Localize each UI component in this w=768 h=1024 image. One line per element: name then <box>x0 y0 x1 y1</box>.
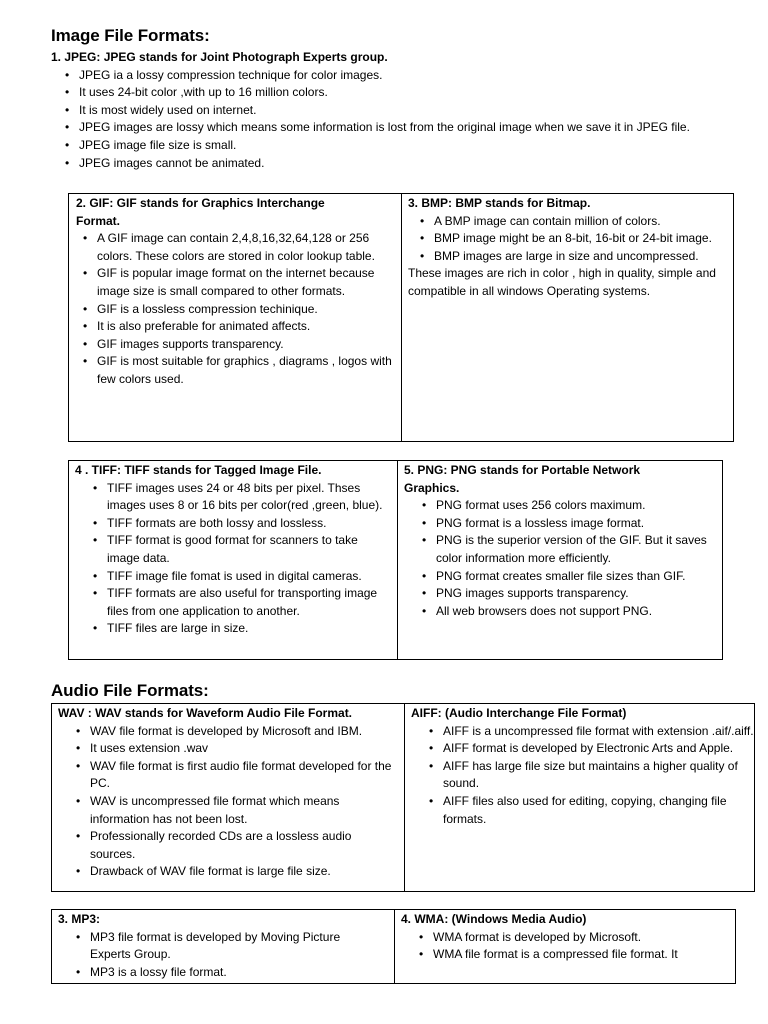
wav-heading: WAV : WAV stands for Waveform Audio File Format. <box>58 706 353 720</box>
tiff-bullet-list <box>75 480 387 638</box>
wav-cell <box>52 704 404 891</box>
png-bullet-list <box>404 497 716 620</box>
bmp-cell <box>402 194 733 441</box>
aiff-bullet-list <box>411 723 755 829</box>
tiff-cell <box>69 461 397 659</box>
list-item: • AIFF files also used for editing, copying, changing file formats. <box>425 793 755 828</box>
list-item: • JPEG images cannot be animated. <box>61 155 711 173</box>
list-item: • It uses 24-bit color ,with up to 16 million colors. <box>61 84 711 102</box>
mp3-bullet-list <box>58 929 382 982</box>
list-item: • GIF is popular image format on the internet because image size is small compared to other formats. <box>79 265 397 300</box>
list-item: • MP3 is a lossy file format. <box>72 964 382 982</box>
list-item: • A BMP image can contain million of colors. <box>416 213 716 231</box>
gif-cell <box>69 194 401 441</box>
list-item: • TIFF images uses 24 or 48 bits per pixel. Thses images uses 8 or 16 bits per color(red ,green, blue). <box>89 480 387 515</box>
png-heading: 5. PNG: PNG stands for Portable Network Graphics. <box>404 463 641 495</box>
jpeg-bullet-list <box>51 67 711 173</box>
list-item: • It is most widely used on internet. <box>61 102 711 120</box>
list-item: • GIF is a lossless compression techinique. <box>79 301 397 319</box>
bmp-bullet-list <box>408 213 716 266</box>
list-item: • Drawback of WAV file format is large file size. <box>72 863 394 881</box>
mp3-heading: 3. MP3: <box>58 912 101 926</box>
list-item: • WAV is uncompressed file format which means information has not been lost. <box>72 793 394 828</box>
jpeg-heading: 1. JPEG: JPEG stands for Joint Photograph Experts group. <box>51 50 388 64</box>
list-item: • Professionally recorded CDs are a lossless audio sources. <box>72 828 394 863</box>
list-item: • AIFF format is developed by Electronic Arts and Apple. <box>425 740 755 758</box>
list-item: • AIFF is a uncompressed file format with extension .aif/.aiff. <box>425 723 755 741</box>
list-item: • TIFF formats are also useful for transporting image files from one application to another. <box>89 585 387 620</box>
list-item: • WMA format is developed by Microsoft. <box>415 929 735 947</box>
jpeg-section <box>51 49 711 172</box>
list-item: • JPEG images are lossy which means some information is lost from the original image when we save it in JPEG file. <box>61 119 699 137</box>
wma-heading: 4. WMA: (Windows Media Audio) <box>401 912 587 926</box>
list-item: • BMP images are large in size and uncompressed. <box>416 248 716 266</box>
aiff-heading: AIFF: (Audio Interchange File Format) <box>411 706 627 720</box>
list-item: • It uses extension .wav <box>72 740 394 758</box>
list-item: • GIF is most suitable for graphics , diagrams , logos with few colors used. <box>79 353 397 388</box>
list-item: • JPEG ia a lossy compression technique for color images. <box>61 67 711 85</box>
gif-heading: 2. GIF: GIF stands for Graphics Interchange Format. <box>76 196 325 228</box>
list-item: • PNG images supports transparency. <box>418 585 716 603</box>
list-item: • TIFF image file fomat is used in digital cameras. <box>89 568 387 586</box>
list-item: • WAV file format is first audio file format developed for the PC. <box>72 758 394 793</box>
list-item: • A GIF image can contain 2,4,8,16,32,64,128 or 256 colors. These colors are stored in color lookup table. <box>79 230 397 265</box>
png-cell <box>398 461 722 659</box>
mp3-wma-table <box>51 909 736 984</box>
list-item: • PNG format creates smaller file sizes than GIF. <box>418 568 716 586</box>
list-item: • WAV file format is developed by Microsoft and IBM. <box>72 723 394 741</box>
tiff-heading: 4 . TIFF: TIFF stands for Tagged Image File. <box>75 463 322 477</box>
bmp-heading: 3. BMP: BMP stands for Bitmap. <box>408 196 591 210</box>
wav-aiff-table <box>51 703 755 892</box>
list-item: • JPEG image file size is small. <box>61 137 711 155</box>
mp3-cell <box>52 910 394 983</box>
image-section-title: Image File Formats: <box>51 26 210 45</box>
bmp-paragraph: These images are rich in color , high in quality, simple and compatible in all windows Operating systems. <box>408 266 716 298</box>
list-item: • TIFF formats are both lossy and lossless. <box>89 515 387 533</box>
aiff-cell <box>405 704 754 891</box>
tiff-png-table <box>68 460 723 660</box>
list-item: • BMP image might be an 8-bit, 16-bit or 24-bit image. <box>416 230 716 248</box>
list-item: • It is also preferable for animated affects. <box>79 318 397 336</box>
list-item: • All web browsers does not support PNG. <box>418 603 716 621</box>
wav-bullet-list <box>58 723 394 881</box>
wma-cell <box>395 910 735 983</box>
audio-section-title: Audio File Formats: <box>51 681 209 700</box>
list-item: • WMA file format is a compressed file format. It <box>415 946 735 964</box>
wma-bullet-list <box>401 929 735 964</box>
list-item: • PNG format uses 256 colors maximum. <box>418 497 716 515</box>
list-item: • MP3 file format is developed by Moving Picture Experts Group. <box>72 929 382 964</box>
list-item: • TIFF files are large in size. <box>89 620 387 638</box>
list-item: • PNG is the superior version of the GIF. But it saves color information more efficiently. <box>418 532 716 567</box>
gif-bmp-table <box>68 193 734 442</box>
list-item: • TIFF format is good format for scanners to take image data. <box>89 532 387 567</box>
list-item: • AIFF has large file size but maintains a higher quality of sound. <box>425 758 755 793</box>
list-item: • GIF images supports transparency. <box>79 336 397 354</box>
list-item: • PNG format is a lossless image format. <box>418 515 716 533</box>
gif-bullet-list <box>75 230 397 388</box>
